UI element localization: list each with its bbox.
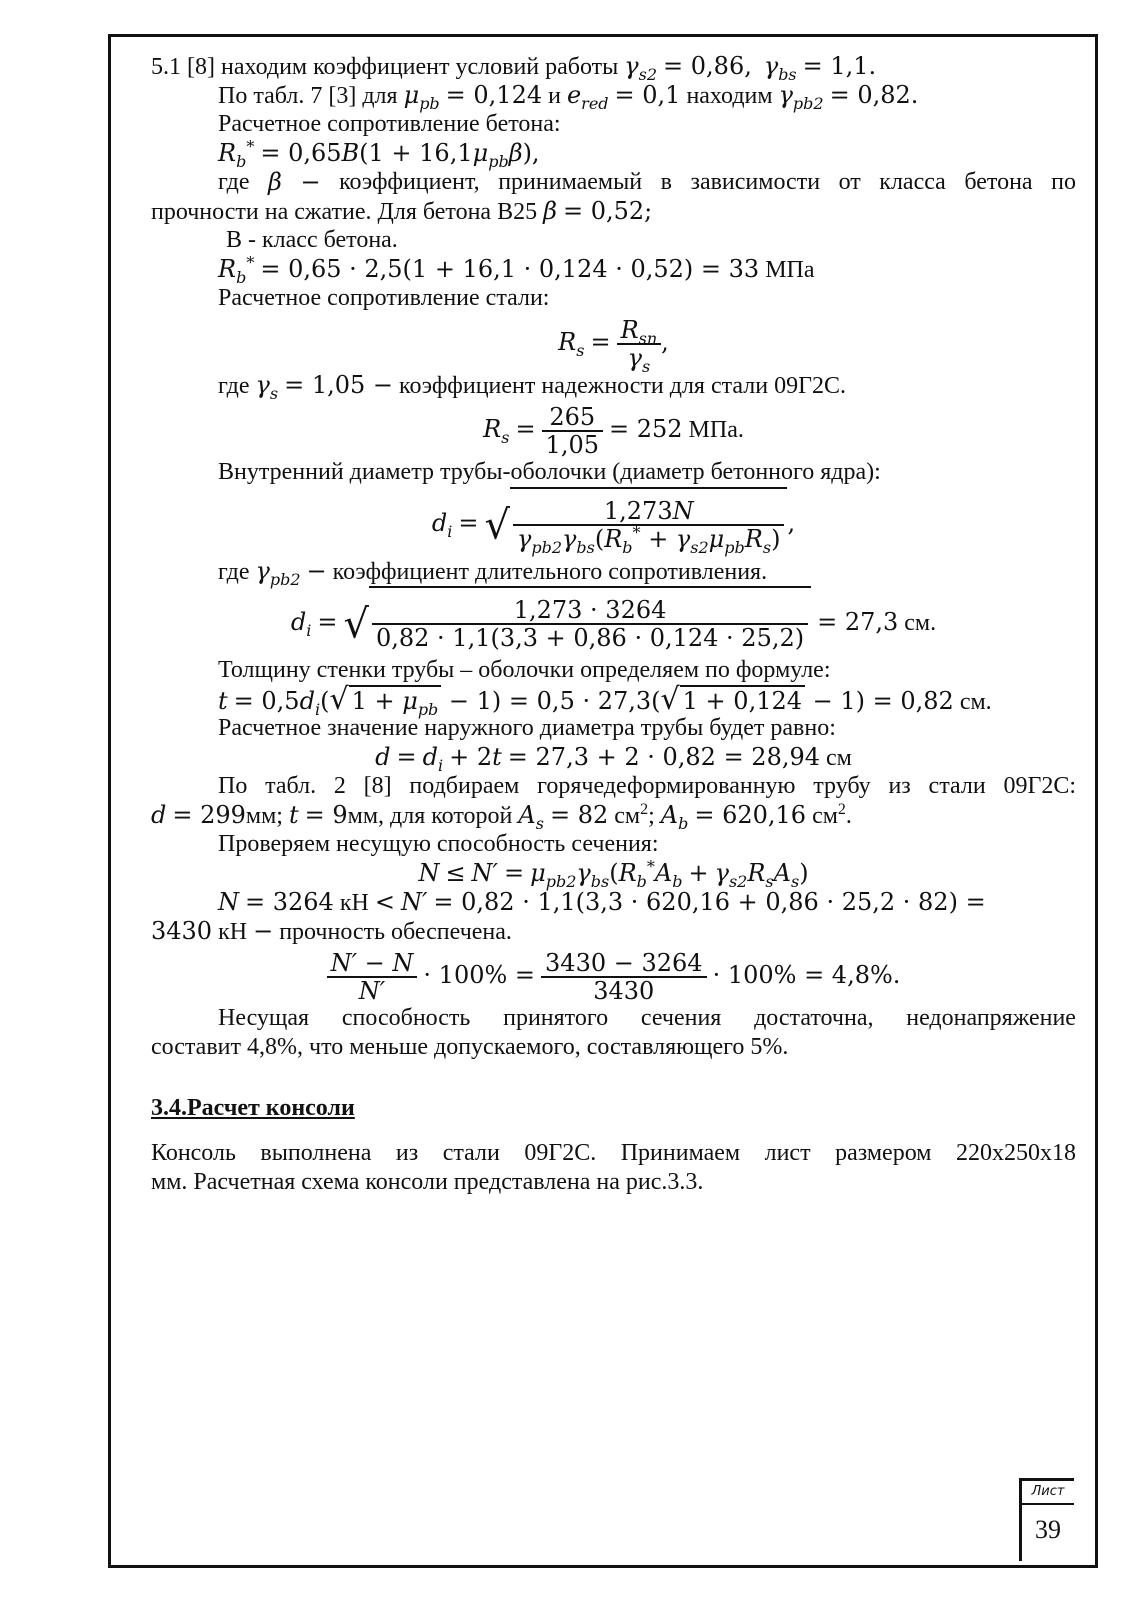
text-line-23: Проверяем несущую способность сечения:	[218, 831, 659, 857]
sheet-stamp	[1019, 1478, 1074, 1561]
formula-di: $d_i$ = √ $\frac{1,273N}{\gamma_{pb2}\gamma_{bs}(R_b^* + \gamma_{s2}\mu_{pb}R_s)}$ ,	[151, 487, 1076, 557]
text-line-5: где β − коэффициент, принимаемый в зависимости от класса бетона по	[218, 168, 1076, 196]
page-number: 39	[1035, 1515, 1061, 1544]
text-line-29: составит 4,8%, что меньше допускаемого, составляющего 5%.	[151, 1034, 789, 1060]
text-line-13: Внутренний диаметр трубы-оболочки (диаметр бетонного ядра):	[218, 459, 881, 485]
text-line-2: По табл. 7 [3] для $\mu_{pb} = 0,124$ и $e_{red} = 0,1$ находим $\gamma_{pb2} = 0,82$.	[218, 81, 919, 113]
formula-capacity-value: N = 3264 кН < N′ = 0,82 · 1,1(3,3 · 620,16 + 0,86 · 25,2 · 82) =	[218, 888, 986, 916]
formula-rs: $R_s$ = $\frac{R_{sn}}{\gamma_s}$ ,	[558, 316, 669, 377]
formula-di-value: $d_i$ = √ $\frac{1,273 \cdot 3264}{0,82 \cdot 1,1(3,3 + 0,86 \cdot 0,124 \cdot 25,2)}$ = 27,3 см.	[151, 586, 1076, 656]
formula-capacity: $N \le N' = \mu_{pb2}\gamma_{bs}(R_b^*A_b + \gamma_{s2}R_sA_s)$	[418, 857, 809, 891]
formula-t: $t = 0,5d_i(√$ $1 + \mu_{pb} - 1) = 0,5 \cdot 27,3(√$ 1 + 0,124 − 1) = 0,82 см.	[218, 682, 992, 719]
formula-rb-value: $R_b^* = 0,65 \cdot 2,5(1 + 16,1 \cdot 0,124 \cdot 0,52) = 33$ МПа	[218, 253, 815, 287]
text-line-19: Расчетное значение наружного диаметра трубы будет равно:	[218, 715, 836, 741]
text-line-11: где $\gamma_s = 1,05$ − коэффициент надежности для стали 09Г2С.	[218, 371, 846, 403]
section-paragraph-line-2: мм. Расчетная схема консоли представлена на рис.3.3.	[151, 1169, 704, 1195]
section-heading: 3.4.Расчет консоли	[151, 1095, 355, 1121]
sheet-label: Лист	[1022, 1481, 1074, 1505]
text-line-6: прочности на сжатие. Для бетона В25 β = 0,52;	[151, 197, 653, 225]
text-line-1: 5.1 [8] находим коэффициент условий работы $\gamma_{s2} = 0,86$, $\gamma_{bs} = 1,1$.	[151, 52, 877, 84]
formula-percent: $\frac{N' - N}{N'}$ · 100% = $\frac{3430 - 3264}{3430}$ · 100% = 4,8%.	[151, 946, 1076, 1004]
formula-rb: $R_b^* = 0,65B(1 + 16,1\mu_{pb}\beta)$,	[218, 137, 540, 171]
document-body	[151, 52, 1076, 1197]
formula-d: $d = d_i + 2t = 27,3 + 2 \cdot 0,82 = 28,94$ см	[375, 743, 852, 775]
text-line-21: По табл. 2 [8] подбираем горячедеформированную трубу из стали 09Г2С:	[218, 773, 1076, 799]
text-line-15: где $\gamma_{pb2}$ − коэффициент длительного сопротивления.	[218, 557, 768, 589]
formula-rs-value: $R_s$ = $\frac{265}{1,05}$ = 252 МПа.	[483, 403, 744, 460]
text-line-28: Несущая способность принятого сечения достаточна, недонапряжение	[218, 1005, 1076, 1031]
text-line-26: 3430 кН − прочность обеспечена.	[151, 917, 512, 945]
text-line-9: Расчетное сопротивление стали:	[218, 285, 550, 311]
text-line-22: d = 299мм; t = 9мм, для которой $A_s = 82$ $см^2$; $A_b = 620,16$ $см^2$.	[151, 801, 852, 833]
text-line-3: Расчетное сопротивление бетона:	[218, 111, 561, 137]
section-paragraph-line-1: Консоль выполнена из стали 09Г2С. Принимаем лист размером 220х250х18	[151, 1140, 1076, 1166]
text-line-17: Толщину стенки трубы – оболочки определяем по формуле:	[218, 657, 831, 683]
text-line-7: В - класс бетона.	[226, 227, 398, 253]
